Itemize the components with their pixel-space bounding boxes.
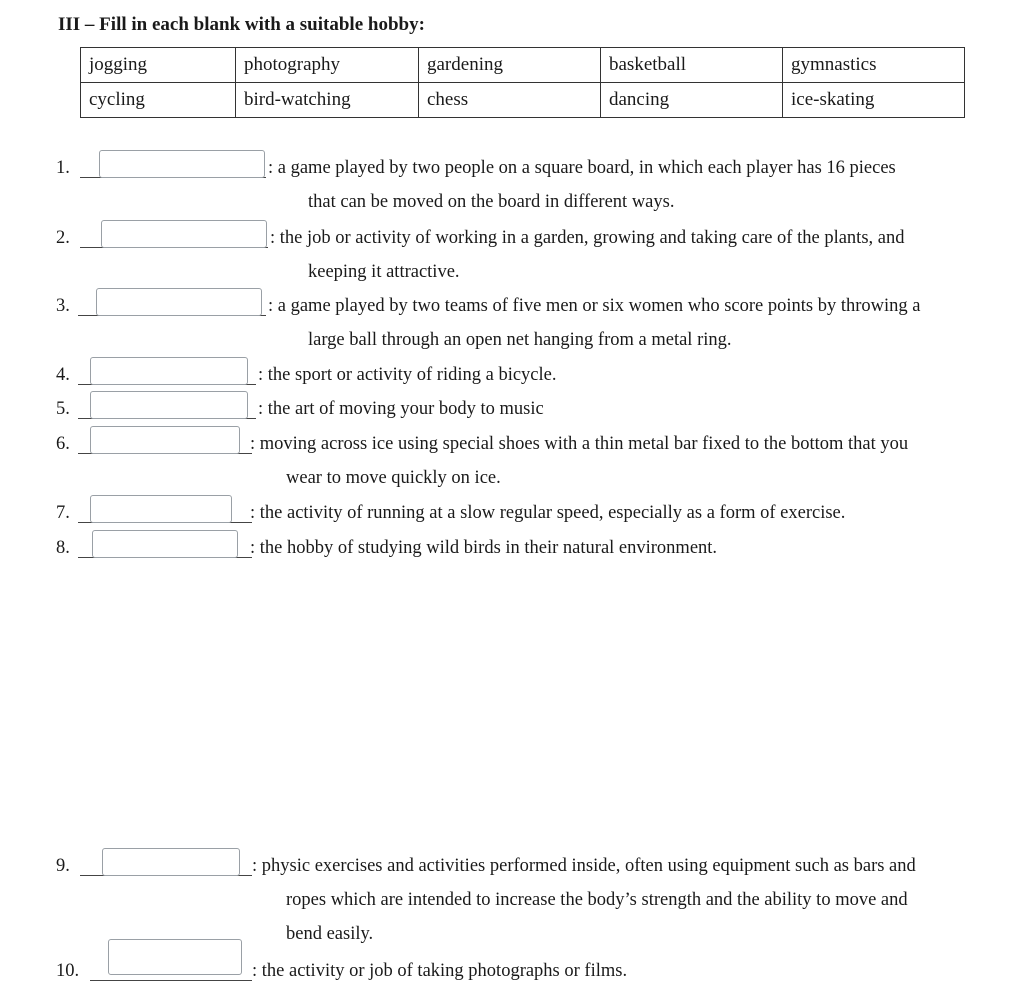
answer-input[interactable]: [90, 357, 248, 385]
question-number: 2.: [56, 228, 70, 248]
question-number: 6.: [56, 434, 70, 454]
answer-input[interactable]: [108, 939, 242, 975]
answer-input[interactable]: [101, 220, 267, 248]
answer-input[interactable]: [96, 288, 262, 316]
answer-input[interactable]: [90, 391, 248, 419]
word-bank-row: [81, 48, 965, 83]
definition-continuation: bend easily.: [286, 924, 374, 944]
definition-text: : the art of moving your body to music: [258, 399, 544, 419]
answer-input[interactable]: [92, 530, 238, 558]
definition-text: : the hobby of studying wild birds in their natural environment.: [250, 538, 718, 558]
definition-text: : physic exercises and activities performed inside, often using equipment such as bars and: [252, 856, 916, 876]
definition-text: : moving across ice using special shoes with a thin metal bar fixed to the bottom that you: [250, 434, 909, 454]
definition-text: : the activity of running at a slow regular speed, especially as a form of exercise.: [250, 503, 846, 523]
word-cell: basketball: [601, 48, 783, 83]
definition-text: : a game played by two teams of five men or six women who score points by throwing a: [268, 296, 921, 316]
word-cell: chess: [419, 83, 601, 118]
question-number: 5.: [56, 399, 70, 419]
word-bank-row: [81, 83, 965, 118]
definition-text: : a game played by two people on a square board, in which each player has 16 pieces: [268, 158, 896, 178]
word-bank-table: [80, 47, 965, 118]
question-number: 1.: [56, 158, 70, 178]
definition-continuation: keeping it attractive.: [308, 262, 460, 282]
question-number: 7.: [56, 503, 70, 523]
definition-text: : the job or activity of working in a garden, growing and taking care of the plants, and: [270, 228, 905, 248]
question-number: 3.: [56, 296, 70, 316]
word-cell: ice-skating: [783, 83, 965, 118]
definition-continuation: wear to move quickly on ice.: [286, 468, 501, 488]
exercise-title: III – Fill in each blank with a suitable hobby:: [58, 14, 425, 35]
answer-input[interactable]: [90, 495, 232, 523]
word-cell: dancing: [601, 83, 783, 118]
definition-continuation: ropes which are intended to increase the body’s strength and the ability to move and: [286, 890, 908, 910]
answer-input[interactable]: [99, 150, 265, 178]
definition-continuation: that can be moved on the board in different ways.: [308, 192, 675, 212]
answer-input[interactable]: [90, 426, 240, 454]
word-cell: bird-watching: [236, 83, 419, 118]
definition-text: : the sport or activity of riding a bicycle.: [258, 365, 557, 385]
word-cell: jogging: [81, 48, 236, 83]
word-cell: photography: [236, 48, 419, 83]
answer-input[interactable]: [102, 848, 240, 876]
word-cell: gardening: [419, 48, 601, 83]
question-number: 8.: [56, 538, 70, 558]
question-number: 4.: [56, 365, 70, 385]
question-number: 10.: [56, 961, 80, 981]
word-cell: cycling: [81, 83, 236, 118]
question-number: 9.: [56, 856, 70, 876]
definition-continuation: large ball through an open net hanging from a metal ring.: [308, 330, 732, 350]
definition-text: : the activity or job of taking photographs or films.: [252, 961, 628, 981]
answer-underline: [90, 980, 252, 981]
word-cell: gymnastics: [783, 48, 965, 83]
